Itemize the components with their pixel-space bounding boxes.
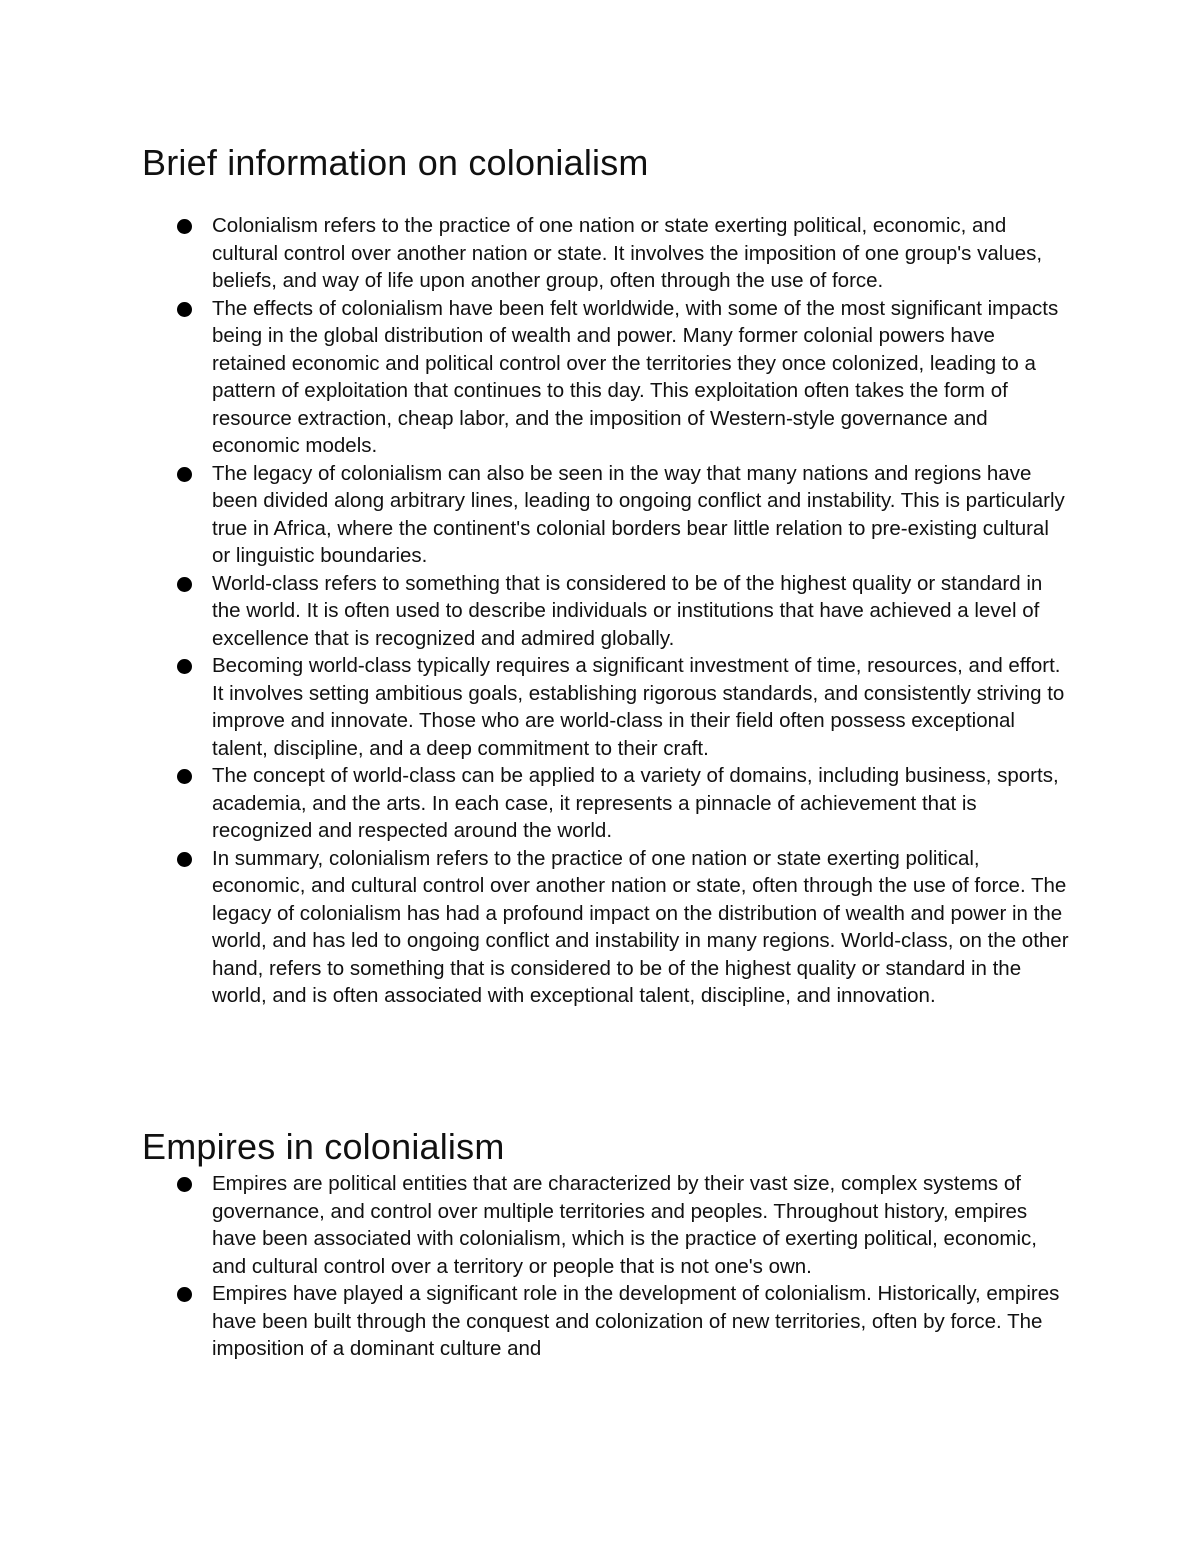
list-item [142, 1280, 1072, 1363]
bullet-icon [177, 852, 192, 867]
bullet-icon [177, 659, 192, 674]
bullet-icon [177, 467, 192, 482]
list-item-text: The concept of world-class can be applied to a variety of domains, including business, sports, academia, and the arts. In each case, it represents a pinnacle of achievement that is recognized and respected around the world. [212, 764, 1059, 842]
section-heading: Empires in colonialism [142, 1126, 505, 1167]
bullet-list [142, 212, 1072, 1010]
bullet-icon [177, 769, 192, 784]
list-item [142, 762, 1072, 845]
bullet-icon [177, 219, 192, 234]
list-item-text: World-class refers to something that is considered to be of the highest quality or standard in the world. It is often used to describe individuals or institutions that have achieved a level of excellence that is recognized and admired globally. [212, 571, 1043, 650]
list-item [142, 570, 1072, 653]
list-item [142, 652, 1072, 762]
section-empires [142, 1124, 1072, 1363]
list-item [142, 460, 1072, 570]
list-item [142, 295, 1072, 460]
bullet-icon [177, 302, 192, 317]
bullet-icon [177, 1287, 192, 1302]
bullet-icon [177, 577, 192, 592]
list-item-text: The legacy of colonialism can also be seen in the way that many nations and regions have been divided along arbitrary lines, leading to ongoing conflict and instability. This is particularly true in Africa, where the continent's colonial borders bear little relation to pre-existing cultural or linguistic boundaries. [212, 461, 1065, 567]
list-item [142, 1170, 1072, 1280]
list-item [142, 845, 1072, 1010]
list-item-text: In summary, colonialism refers to the practice of one nation or state exerting political, economic, and cultural control over another nation or state, often through the use of force. The legacy of colonialism has had a profound impact on the distribution of wealth and power in the world, and has led to ongoing conflict and instability in many regions. World-class, on the other hand, refers to something that is considered to be of the highest quality or standard in the world, and is often associated with exceptional talent, discipline, and innovation. [212, 846, 1069, 1007]
bullet-icon [177, 1177, 192, 1192]
list-item-text: Empires have played a significant role in the development of colonialism. Historically, empires have been built through the conquest and colonization of new territories, often by force. The imposition of a dominant culture and [212, 1282, 1060, 1360]
list-item-text: The effects of colonialism have been felt worldwide, with some of the most significant impacts being in the global distribution of wealth and power. Many former colonial powers have retained economic and political control over the territories they once colonized, leading to a pattern of exploitation that continues to this day. This exploitation often takes the form of resource extraction, cheap labor, and the imposition of Western-style governance and economic models. [212, 296, 1059, 457]
list-item-text: Colonialism refers to the practice of one nation or state exerting political, economic, and cultural control over another nation or state. It involves the imposition of one group's values, beliefs, and way of life upon another group, often through the use of force. [212, 214, 1043, 292]
list-item-text: Empires are political entities that are characterized by their vast size, complex systems of governance, and control over multiple territories and peoples. Throughout history, empires have been associated with colonialism, which is the practice of exerting political, economic, and cultural control over a territory or people that is not one's own. [212, 1172, 1037, 1278]
section-heading: Brief information on colonialism [142, 142, 649, 183]
list-item [142, 212, 1072, 295]
bullet-list [142, 1170, 1072, 1363]
section-colonialism [142, 140, 1072, 1010]
list-item-text: Becoming world-class typically requires a significant investment of time, resources, and effort. It involves setting ambitious goals, establishing rigorous standards, and consistently striving to improve and innovate. Those who are world-class in their field often possess exceptional talent, discipline, and a deep commitment to their craft. [212, 654, 1065, 760]
